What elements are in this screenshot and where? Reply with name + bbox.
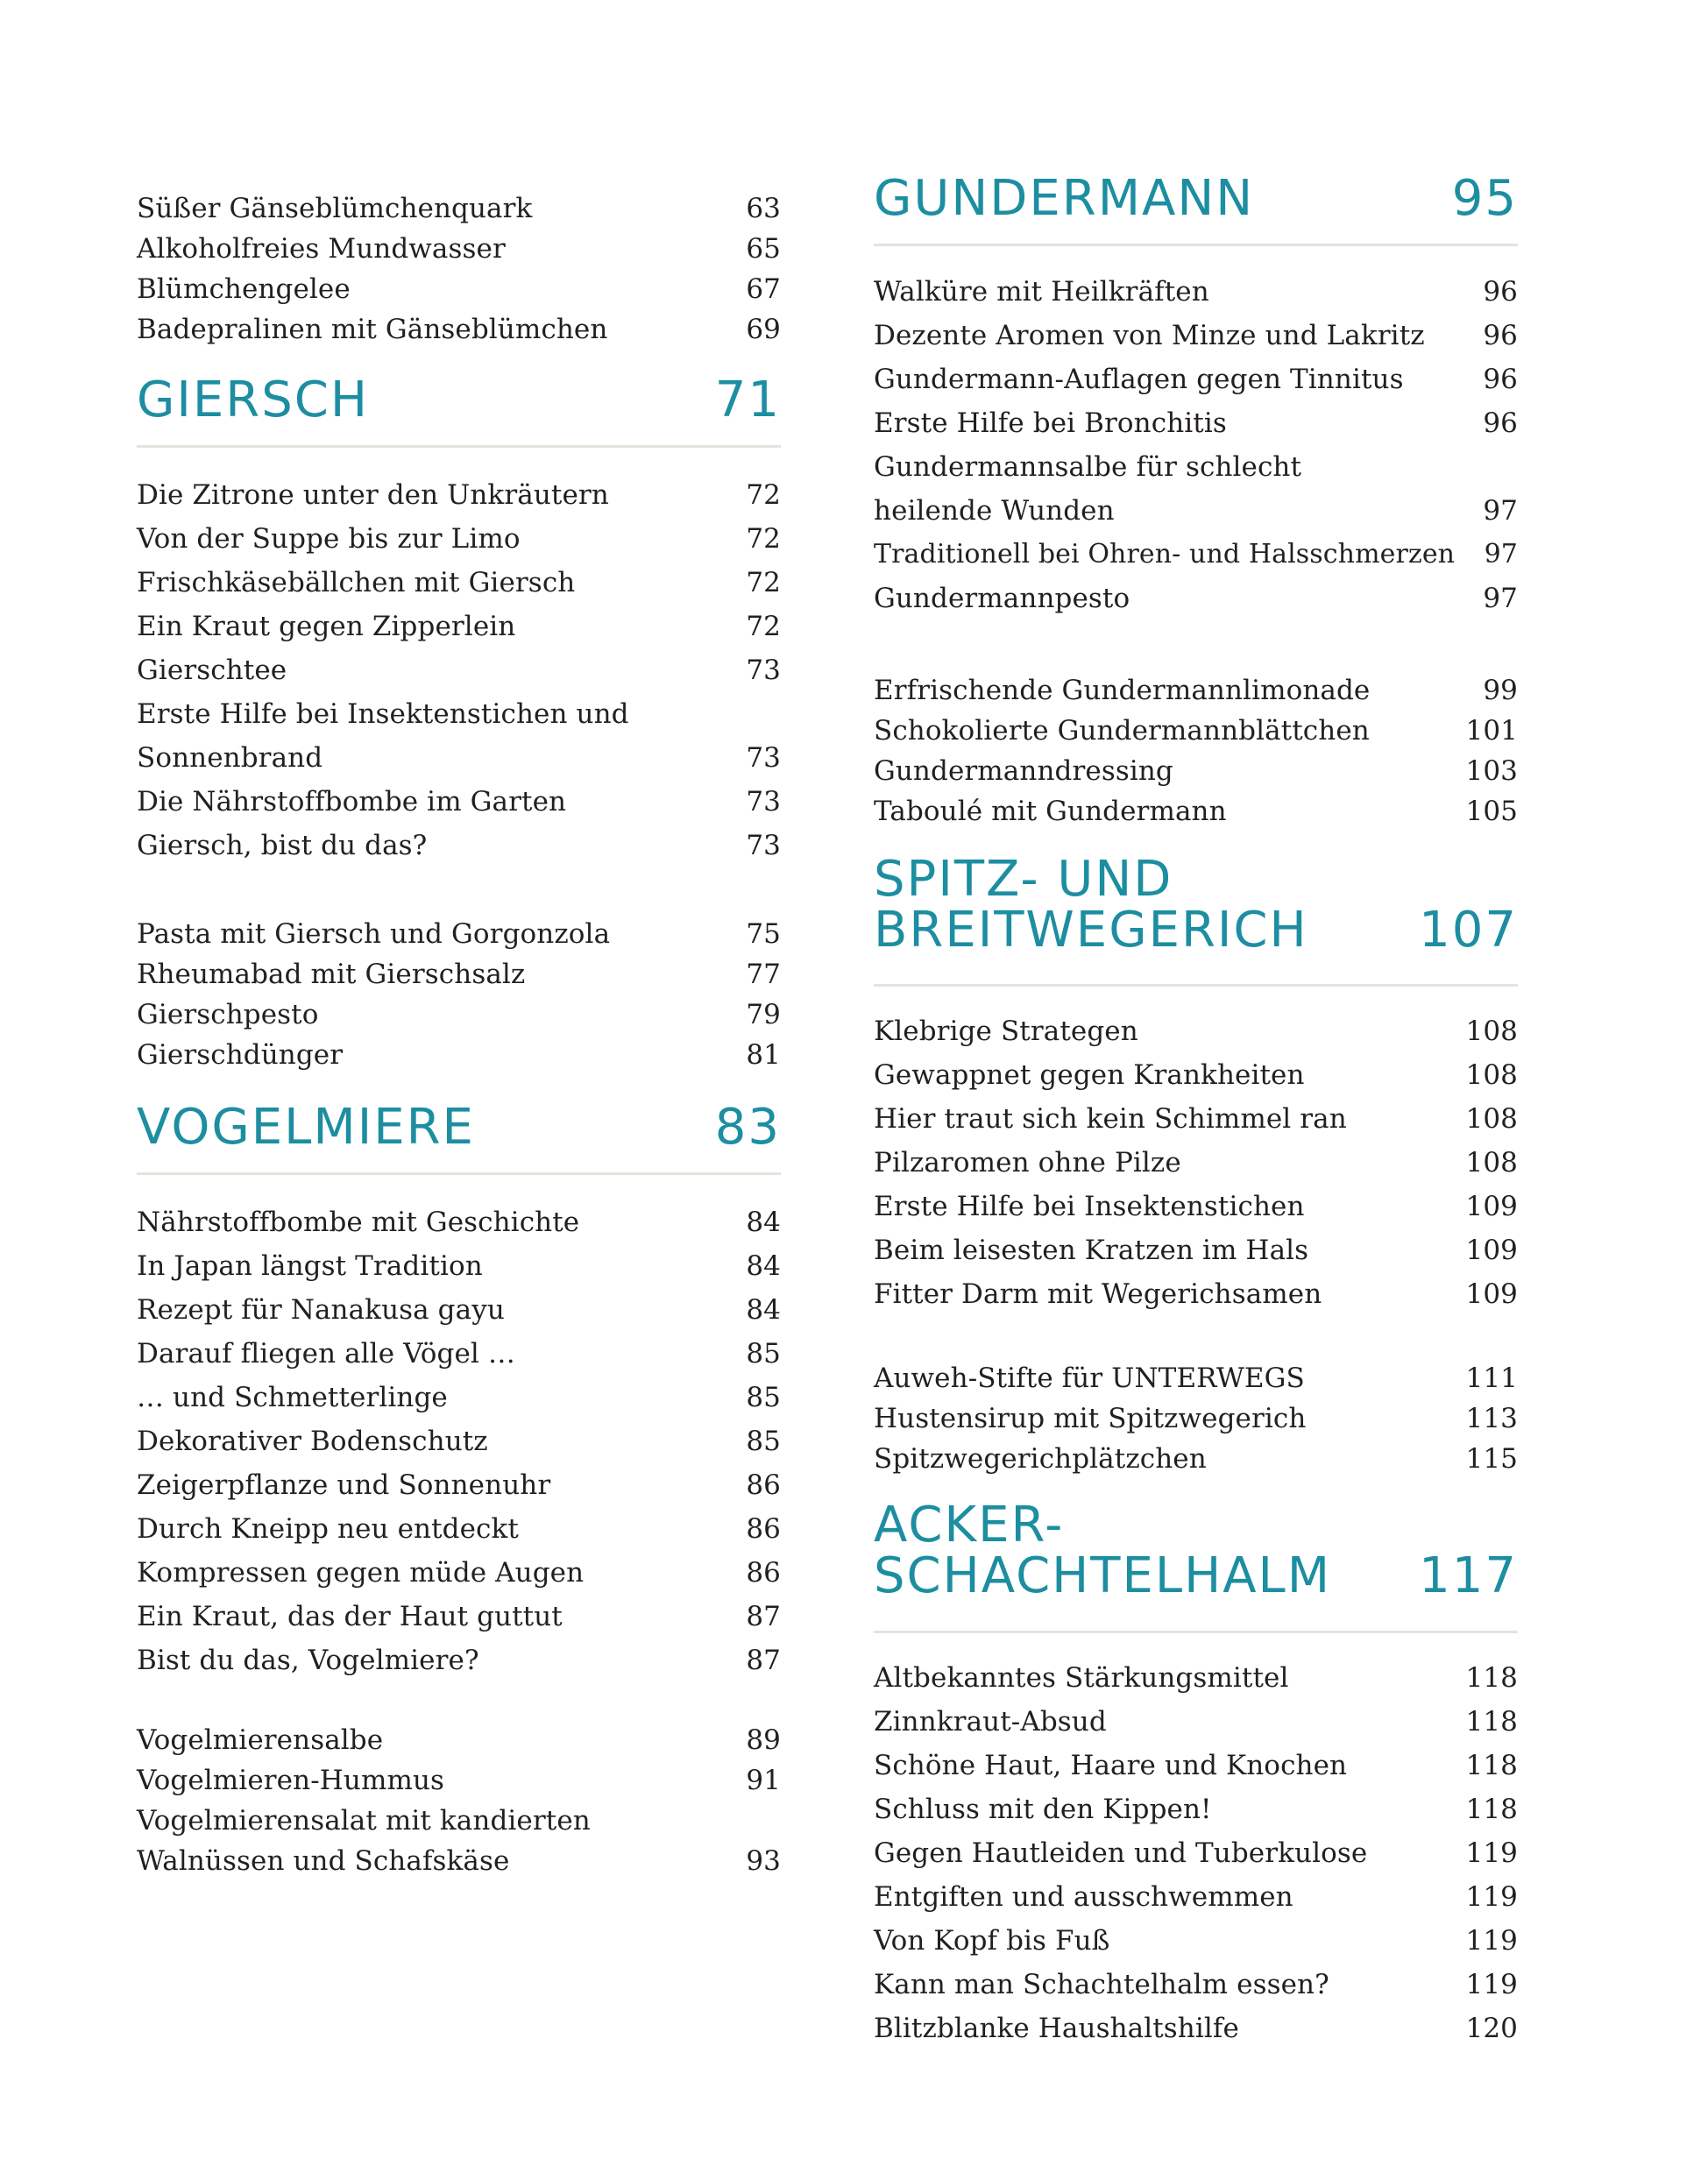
toc-entry [874,1879,1518,1915]
entry-title: Hier traut sich kein Schimmel ran [874,1103,1347,1135]
toc-recipe [137,1803,781,1838]
entry-page: 86 [746,1557,781,1589]
chapter-heading-schachtelhalm [874,1497,1518,1604]
toc-entry [874,1101,1518,1136]
toc-recipe [874,1441,1518,1476]
toc-recipe [874,754,1518,789]
entry-title: Erste Hilfe bei Insektenstichen [874,1191,1305,1222]
toc-entry [874,1748,1518,1783]
entry-page: 108 [1465,1059,1518,1091]
entry-page: 91 [746,1765,781,1796]
toc-entry [137,1424,781,1459]
entry-title: Alkoholfreies Mundwasser [137,233,506,265]
toc-entry [874,274,1518,309]
toc-entry [874,581,1518,616]
entry-page: 103 [1465,755,1518,787]
entry-title: Beim leisesten Kratzen im Hals [874,1235,1309,1266]
toc-entry [137,1599,781,1634]
entry-title: Auweh-Stifte für UNTERWEGS [874,1363,1305,1394]
chapter-divider [874,244,1518,246]
entry-page: 84 [746,1250,781,1282]
entry-title: Schokolierte Gundermannblättchen [874,715,1370,747]
chapter-heading-wegerich [874,851,1518,959]
entry-page: 89 [746,1724,781,1756]
toc-entry [874,1836,1518,1871]
entry-page: 119 [1465,1925,1518,1957]
toc-entry [137,312,781,347]
toc-entry [137,1555,781,1590]
toc-entry [874,1189,1518,1224]
toc-entry [137,1468,781,1503]
chapter-page: 107 [1419,902,1518,959]
entry-title: Gierschpesto [137,999,319,1030]
chapter-page: 95 [1451,170,1518,227]
toc-entry [137,521,781,556]
entry-title: Erfrischende Gundermannlimonade [874,675,1371,706]
entry-page: 86 [746,1513,781,1545]
toc-recipe [137,997,781,1032]
entry-page: 85 [746,1382,781,1413]
entry-title: Vogelmieren-Hummus [137,1765,445,1796]
entry-page: 97 [1483,495,1518,527]
toc-entry [874,1145,1518,1180]
entry-page: 96 [1483,320,1518,351]
toc-entry [137,1205,781,1240]
entry-title: Vogelmierensalat mit kandierten [137,1805,591,1837]
entry-page: 118 [1465,1750,1518,1781]
entry-page: 109 [1465,1191,1518,1222]
toc-entry [137,191,781,226]
entry-page: 108 [1465,1103,1518,1135]
entry-page: 108 [1465,1147,1518,1179]
entry-page: 111 [1465,1363,1518,1394]
toc-entry [874,1014,1518,1049]
entry-page: 75 [746,918,781,950]
chapter-heading-gundermann [874,170,1518,227]
entry-title: Taboulé mit Gundermann [874,796,1227,827]
entry-title: Traditionell bei Ohren- und Halsschmerzen [874,539,1456,570]
chapter-title: ACKER- SCHACHTELHALM [874,1497,1332,1604]
toc-entry [137,609,781,644]
entry-title: Rheumabad mit Gierschsalz [137,959,526,990]
chapter-divider [137,445,781,448]
entry-page: 84 [746,1207,781,1238]
entry-page: 72 [746,523,781,555]
entry-title: Badepralinen mit Gänseblümchen [137,314,608,345]
chapter-heading-vogelmiere [137,1099,781,1156]
entry-title: Klebrige Strategen [874,1016,1138,1047]
toc-entry [874,1660,1518,1695]
toc-entry [137,784,781,819]
entry-page: 97 [1484,539,1518,570]
toc-entry [137,231,781,266]
entry-page: 72 [746,567,781,598]
entry-page: 63 [746,193,781,224]
entry-title: Hustensirup mit Spitzwegerich [874,1403,1307,1434]
chapter-divider [137,1172,781,1175]
toc-recipe [137,1723,781,1758]
entry-title: Gegen Hautleiden und Tuberkulose [874,1837,1368,1869]
chapter-title: GIERSCH [137,372,369,428]
entry-title: Durch Kneipp neu entdeckt [137,1513,519,1545]
toc-entry [137,1643,781,1678]
toc-entry [137,697,781,732]
entry-title: Gundermanndressing [874,755,1173,787]
entry-title: Die Nährstoffbombe im Garten [137,786,567,818]
entry-page: 96 [1483,407,1518,439]
entry-title: Dekorativer Bodenschutz [137,1426,488,1457]
entry-title: Walnüssen und Schafskäse [137,1845,510,1877]
toc-recipe [874,713,1518,748]
toc-entry [874,493,1518,528]
entry-page: 73 [746,830,781,861]
entry-title: Spitzwegerichplätzchen [874,1443,1207,1475]
chapter-title: GUNDERMANN [874,170,1255,227]
entry-page: 86 [746,1469,781,1501]
entry-page: 109 [1465,1278,1518,1310]
entry-page: 84 [746,1294,781,1326]
toc-entry [137,272,781,307]
entry-title: Ein Kraut gegen Zipperlein [137,611,516,642]
entry-page: 119 [1465,1837,1518,1869]
toc-entry [874,1967,1518,2002]
toc-entry [874,406,1518,441]
entry-title: Ein Kraut, das der Haut guttut [137,1601,563,1632]
entry-title: Die Zitrone unter den Unkräutern [137,479,609,511]
entry-page: 105 [1465,796,1518,827]
entry-page: 118 [1465,1662,1518,1694]
entry-title: Gierschdünger [137,1039,344,1071]
entry-title: Von Kopf bis Fuß [874,1925,1110,1957]
entry-title: Darauf fliegen alle Vögel … [137,1338,515,1370]
toc-entry [137,565,781,600]
entry-title: Bist du das, Vogelmiere? [137,1645,479,1676]
entry-title: … und Schmetterlinge [137,1382,448,1413]
entry-page: 77 [746,959,781,990]
entry-page: 79 [746,999,781,1030]
entry-page: 115 [1465,1443,1518,1475]
entry-page: 101 [1465,715,1518,747]
toc-entry [137,828,781,863]
chapter-page: 117 [1419,1547,1518,1604]
toc-recipe [137,957,781,992]
entry-title: Erste Hilfe bei Bronchitis [874,407,1227,439]
entry-page: 87 [746,1645,781,1676]
toc-entry [137,1336,781,1371]
entry-page: 118 [1465,1794,1518,1825]
entry-page: 119 [1465,1969,1518,2000]
entry-title: Zeigerpflanze und Sonnenuhr [137,1469,551,1501]
entry-page: 72 [746,611,781,642]
entry-page: 69 [746,314,781,345]
entry-title: Gewappnet gegen Krankheiten [874,1059,1305,1091]
entry-title: Gierschtee [137,655,287,686]
entry-title: Dezente Aromen von Minze und Lakritz [874,320,1425,351]
toc-entry [874,1792,1518,1827]
toc-entry [874,1233,1518,1268]
entry-title: Süßer Gänseblümchenquark [137,193,533,224]
chapter-divider [874,1631,1518,1633]
toc-entry [874,318,1518,353]
toc-entry [137,1380,781,1415]
entry-title: Walküre mit Heilkräften [874,276,1209,308]
entry-page: 65 [746,233,781,265]
entry-page: 73 [746,786,781,818]
entry-title: heilende Wunden [874,495,1115,527]
toc-entry [137,1249,781,1284]
entry-page: 109 [1465,1235,1518,1266]
entry-page: 96 [1483,364,1518,395]
entry-page: 87 [746,1601,781,1632]
entry-title: Rezept für Nanakusa gayu [137,1294,505,1326]
toc-recipe [137,917,781,952]
toc-recipe [137,1037,781,1072]
toc-entry [874,1058,1518,1093]
chapter-heading-giersch [137,372,781,428]
entry-page: 73 [746,655,781,686]
toc-recipe [137,1844,781,1879]
toc-recipe [874,1361,1518,1396]
chapter-page: 83 [714,1099,781,1156]
toc-entry [137,740,781,775]
toc-entry [874,362,1518,397]
entry-title: Gundermannpesto [874,583,1130,614]
entry-title: Gundermannsalbe für schlecht [874,451,1302,483]
entry-title: Kann man Schachtelhalm essen? [874,1969,1329,2000]
entry-page: 81 [746,1039,781,1071]
entry-page: 108 [1465,1016,1518,1047]
entry-title: Giersch, bist du das? [137,830,428,861]
entry-title: Frischkäsebällchen mit Giersch [137,567,576,598]
entry-title: Zinnkraut-Absud [874,1706,1107,1738]
toc-entry [874,537,1518,572]
toc-recipe [874,794,1518,829]
chapter-title: SPITZ- UND BREITWEGERICH [874,851,1308,959]
entry-title: Schöne Haut, Haare und Knochen [874,1750,1348,1781]
entry-title: Fitter Darm mit Wegerichsamen [874,1278,1322,1310]
toc-entry [874,1277,1518,1312]
entry-page: 93 [746,1845,781,1877]
entry-page: 67 [746,273,781,305]
entry-title: Sonnenbrand [137,742,323,774]
toc-recipe [137,1763,781,1798]
entry-title: Pilzaromen ohne Pilze [874,1147,1181,1179]
entry-title: Vogelmierensalbe [137,1724,384,1756]
entry-title: Erste Hilfe bei Insektenstichen und [137,698,629,730]
entry-title: Altbekanntes Stärkungsmittel [874,1662,1289,1694]
toc-entry [874,1923,1518,1958]
entry-title: Blitzblanke Haushaltshilfe [874,2013,1239,2044]
entry-page: 85 [746,1426,781,1457]
chapter-divider [874,984,1518,987]
toc-recipe [874,673,1518,708]
entry-page: 96 [1483,276,1518,308]
entry-page: 73 [746,742,781,774]
toc-entry [874,1704,1518,1739]
toc-entry [137,478,781,513]
entry-page: 72 [746,479,781,511]
entry-page: 85 [746,1338,781,1370]
entry-page: 120 [1465,2013,1518,2044]
toc-entry [137,653,781,688]
entry-page: 119 [1465,1881,1518,1913]
entry-title: Blümchengelee [137,273,351,305]
entry-title: Gundermann-Auflagen gegen Tinnitus [874,364,1404,395]
toc-recipe [874,1401,1518,1436]
entry-page: 113 [1465,1403,1518,1434]
toc-entry [874,449,1518,485]
entry-title: Von der Suppe bis zur Limo [137,523,521,555]
chapter-title: VOGELMIERE [137,1099,475,1156]
toc-entry [874,2011,1518,2046]
entry-page: 99 [1483,675,1518,706]
entry-title: Schluss mit den Kippen! [874,1794,1212,1825]
toc-entry [137,1292,781,1327]
entry-page: 118 [1465,1706,1518,1738]
entry-title: Pasta mit Giersch und Gorgonzola [137,918,611,950]
entry-page: 97 [1483,583,1518,614]
toc-entry [137,1511,781,1547]
entry-title: Kompressen gegen müde Augen [137,1557,585,1589]
entry-title: In Japan längst Tradition [137,1250,483,1282]
entry-title: Nährstoffbombe mit Geschichte [137,1207,580,1238]
chapter-page: 71 [714,372,781,428]
entry-title: Entgiften und ausschwemmen [874,1881,1293,1913]
